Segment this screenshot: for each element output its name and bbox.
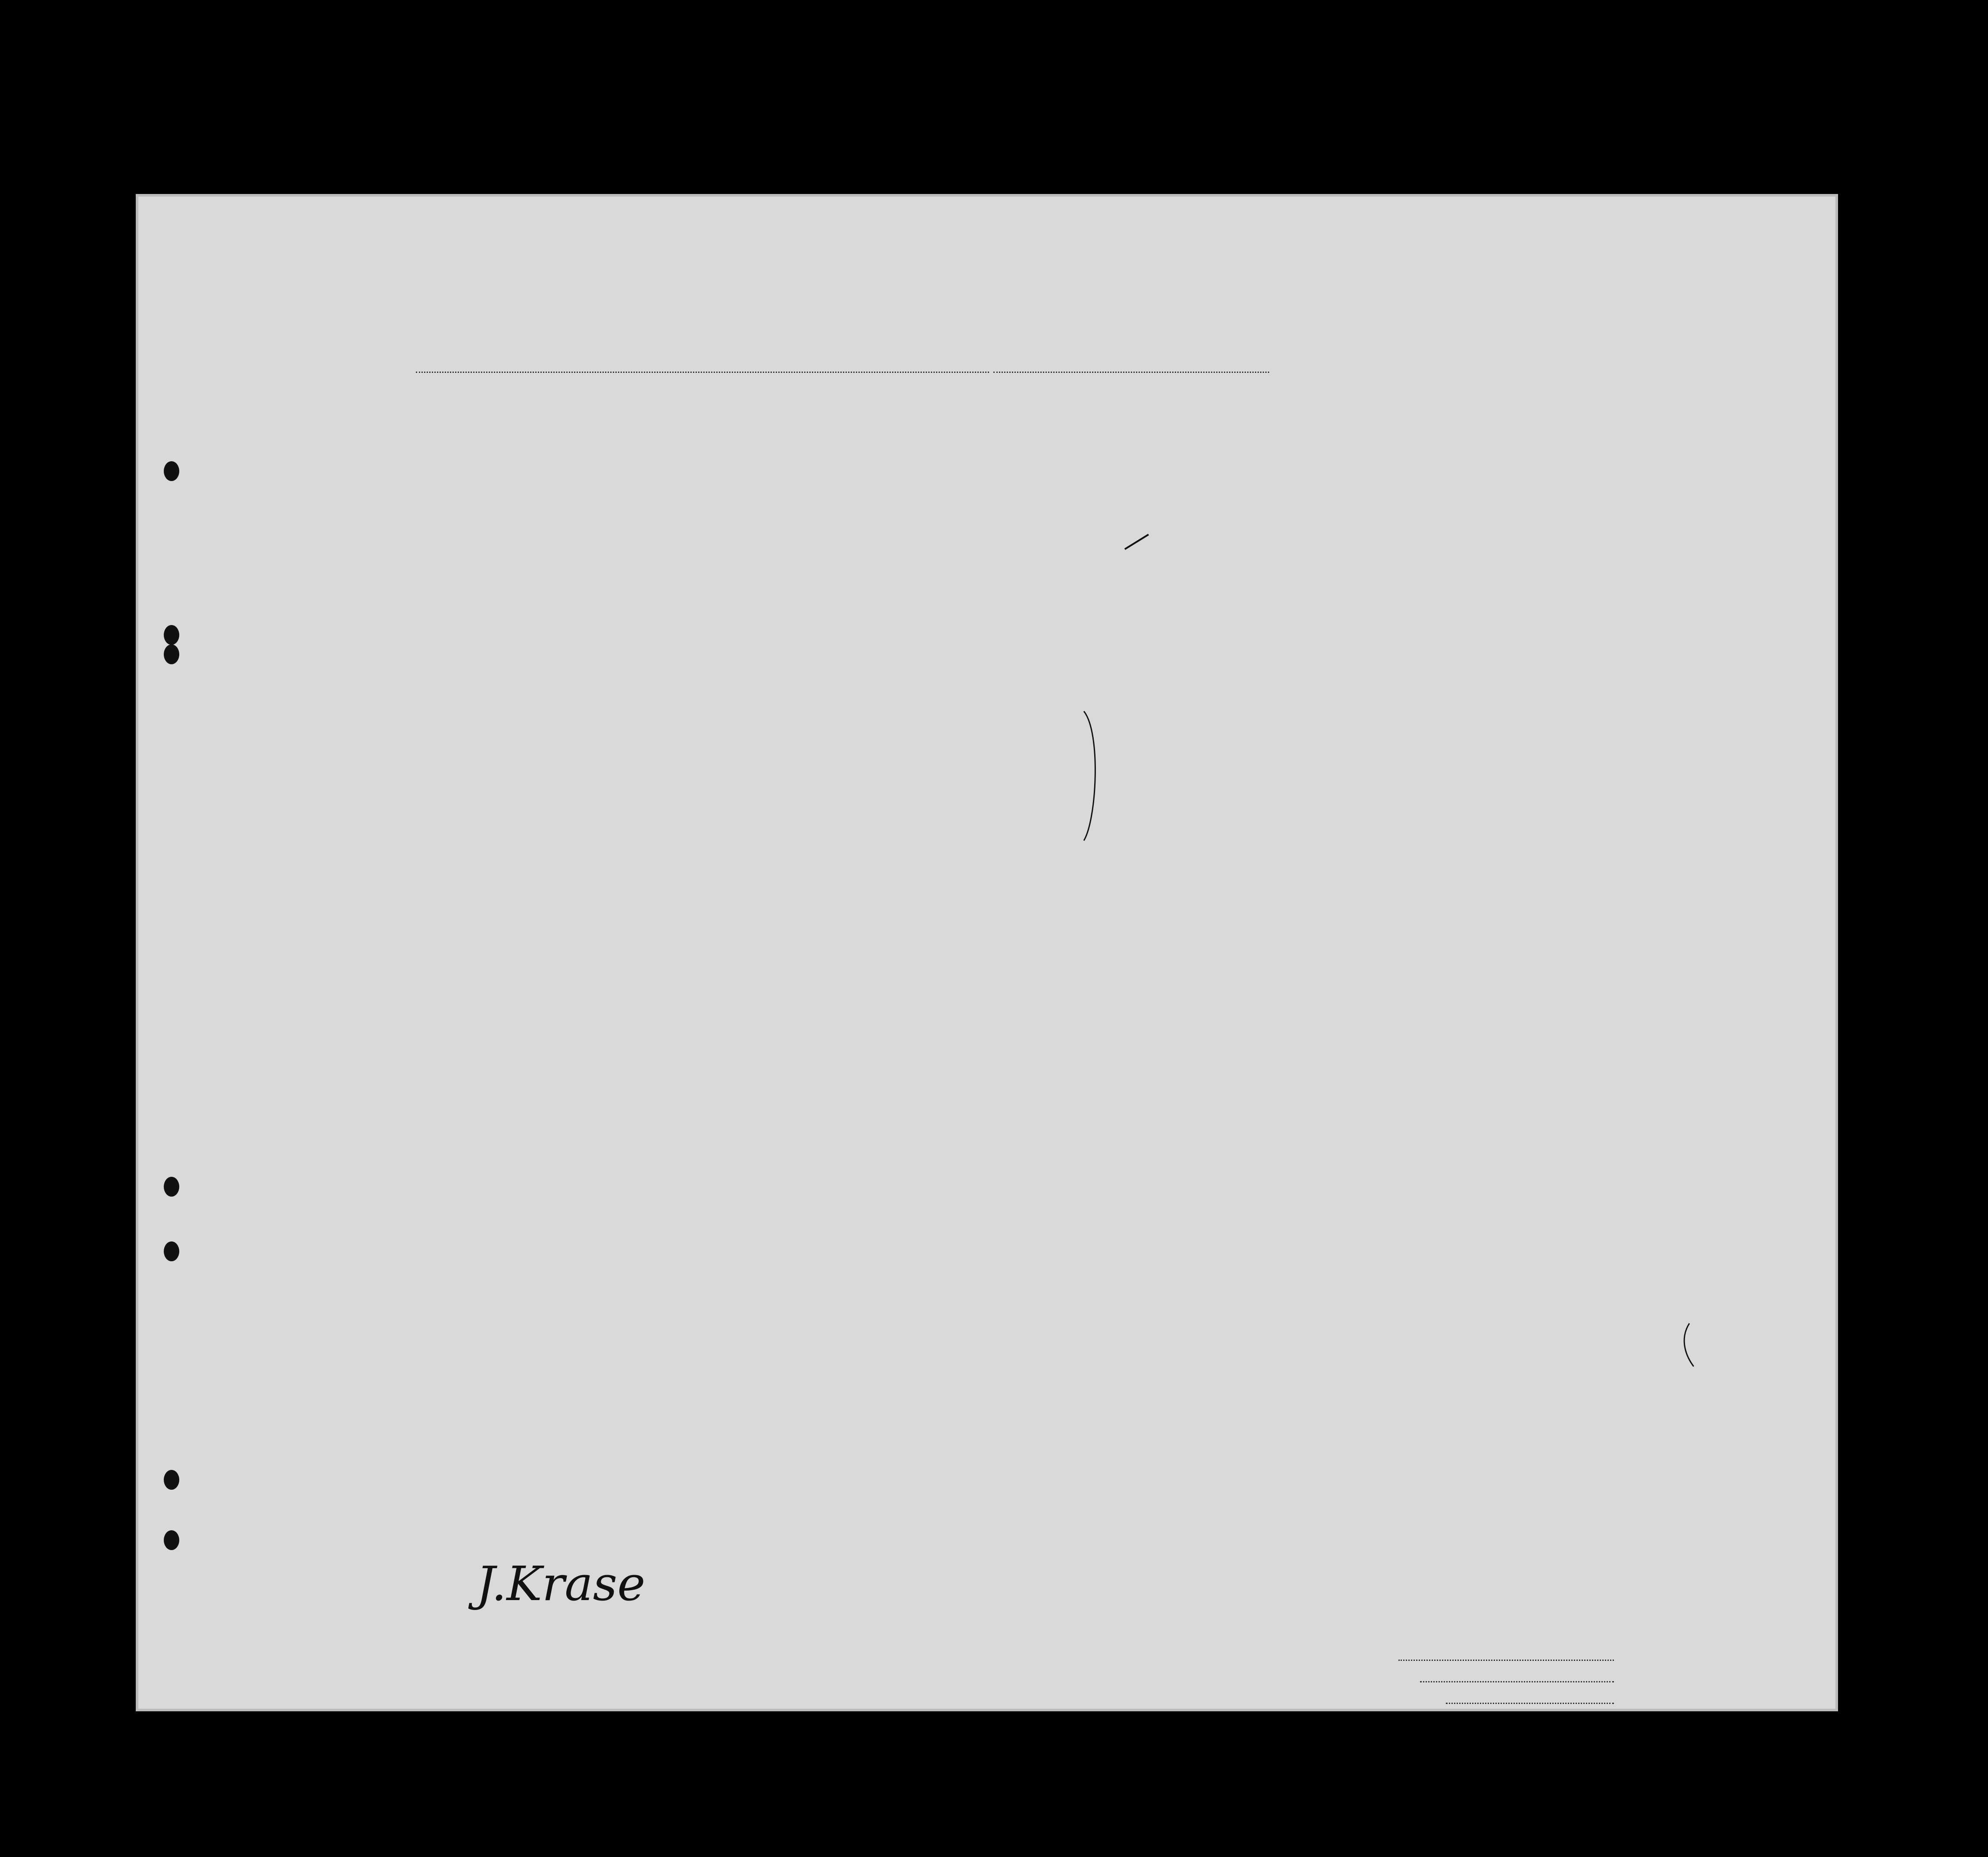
binder-hole [164,644,179,664]
binder-hole [164,1530,179,1550]
binder-hole [164,1177,179,1197]
manifest-sheet [136,194,1838,1711]
binder-hole [164,461,179,481]
signature: J.Krase [476,1556,646,1611]
binder-hole [164,1470,179,1490]
binder-hole [164,1241,179,1261]
binder-hole [164,625,179,645]
handwritten-marks [136,194,1838,1711]
